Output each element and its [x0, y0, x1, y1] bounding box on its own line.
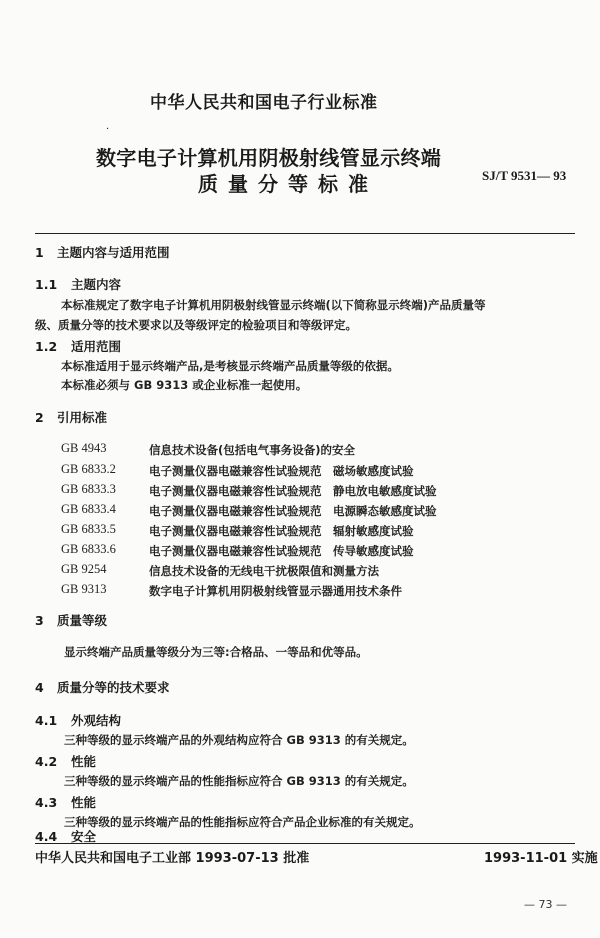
document-title-line1: 数字电子计算机用阴极射线管显示终端	[96, 146, 442, 170]
section-number: 4	[35, 680, 44, 695]
paragraph: 本标准适用于显示终端产品,是考核显示终端产品质量等级的依据。	[61, 359, 399, 373]
section-number: 1	[35, 245, 44, 260]
section-number: 3	[35, 613, 44, 628]
reference-title: 信息技术设备的无线电干扰极限值和测量方法	[149, 564, 379, 578]
decorative-dot: ·	[106, 124, 110, 135]
reference-title: 数字电子计算机用阴极射线管显示器通用技术条件	[149, 584, 402, 598]
issuing-organization: 中华人民共和国电子行业标准	[150, 93, 378, 113]
reference-title: 电子测量仪器电磁兼容性试验规范 传导敏感度试验	[149, 544, 414, 558]
paragraph: 显示终端产品质量等级分为三等:合格品、一等品和优等品。	[64, 645, 368, 659]
reference-code: GB 9313	[61, 582, 107, 596]
reference-title: 电子测量仪器电磁兼容性试验规范 磁场敏感度试验	[149, 464, 414, 478]
section-title: 性能	[71, 754, 97, 769]
reference-code: GB 4943	[61, 441, 107, 455]
reference-title: 电子测量仪器电磁兼容性试验规范 辐射敏感度试验	[149, 524, 414, 538]
section-number: 4.4	[35, 829, 58, 844]
approval-statement: 中华人民共和国电子工业部 1993-07-13 批准	[35, 851, 310, 866]
reference-code: GB 9254	[61, 562, 107, 576]
section-1-1-heading	[35, 275, 121, 293]
document-title-line2: 质量分等标准	[198, 172, 378, 196]
section-number: 4.3	[35, 795, 58, 810]
section-4-heading	[35, 678, 170, 696]
section-title: 外观结构	[71, 713, 122, 728]
section-number: 4.2	[35, 754, 58, 769]
section-number: 1.2	[35, 339, 58, 354]
header-divider	[35, 233, 575, 234]
section-1-2-heading	[35, 337, 121, 355]
reference-code: GB 6833.3	[61, 482, 116, 496]
paragraph: 三种等级的显示终端产品的性能指标应符合产品企业标准的有关规定。	[64, 815, 421, 829]
paragraph: 三种等级的显示终端产品的外观结构应符合 GB 9313 的有关规定。	[64, 733, 414, 747]
reference-code: GB 6833.6	[61, 542, 116, 556]
section-title: 主题内容	[71, 277, 122, 292]
paragraph: 本标准规定了数字电子计算机用阴极射线管显示终端(以下简称显示终端)产品质量等	[61, 298, 486, 312]
page-number: — 73 —	[524, 898, 567, 911]
section-title: 性能	[71, 795, 97, 810]
reference-title: 电子测量仪器电磁兼容性试验规范 静电放电敏感度试验	[149, 484, 437, 498]
paragraph: 三种等级的显示终端产品的性能指标应符合 GB 9313 的有关规定。	[64, 774, 414, 788]
paragraph: 级、质量分等的技术要求以及等级评定的检验项目和等级评定。	[35, 318, 357, 332]
section-number: 2	[35, 410, 44, 425]
section-title: 适用范围	[71, 339, 122, 354]
section-4-1-heading	[35, 711, 121, 729]
section-2-heading	[35, 408, 107, 426]
standard-number: SJ/T 9531— 93	[482, 168, 567, 183]
section-title: 质量等级	[57, 613, 108, 628]
reference-code: GB 6833.5	[61, 522, 116, 536]
section-3-heading	[35, 611, 107, 629]
reference-title: 电子测量仪器电磁兼容性试验规范 电源瞬态敏感度试验	[149, 504, 437, 518]
section-1-heading	[35, 243, 170, 261]
reference-code: GB 6833.2	[61, 462, 116, 476]
paragraph: 本标准必须与 GB 9313 或企业标准一起使用。	[61, 378, 308, 392]
reference-title: 信息技术设备(包括电气事务设备)的安全	[149, 443, 356, 457]
reference-code: GB 6833.4	[61, 502, 116, 516]
section-4-3-heading	[35, 793, 96, 811]
section-title: 引用标准	[57, 410, 108, 425]
section-title: 主题内容与适用范围	[57, 245, 170, 260]
section-number: 1.1	[35, 277, 58, 292]
section-number: 4.1	[35, 713, 58, 728]
footer-divider	[35, 843, 575, 844]
section-title: 质量分等的技术要求	[57, 680, 170, 695]
implementation-date: 1993-11-01 实施	[484, 851, 598, 866]
section-4-2-heading	[35, 752, 96, 770]
section-title: 安全	[71, 829, 97, 844]
